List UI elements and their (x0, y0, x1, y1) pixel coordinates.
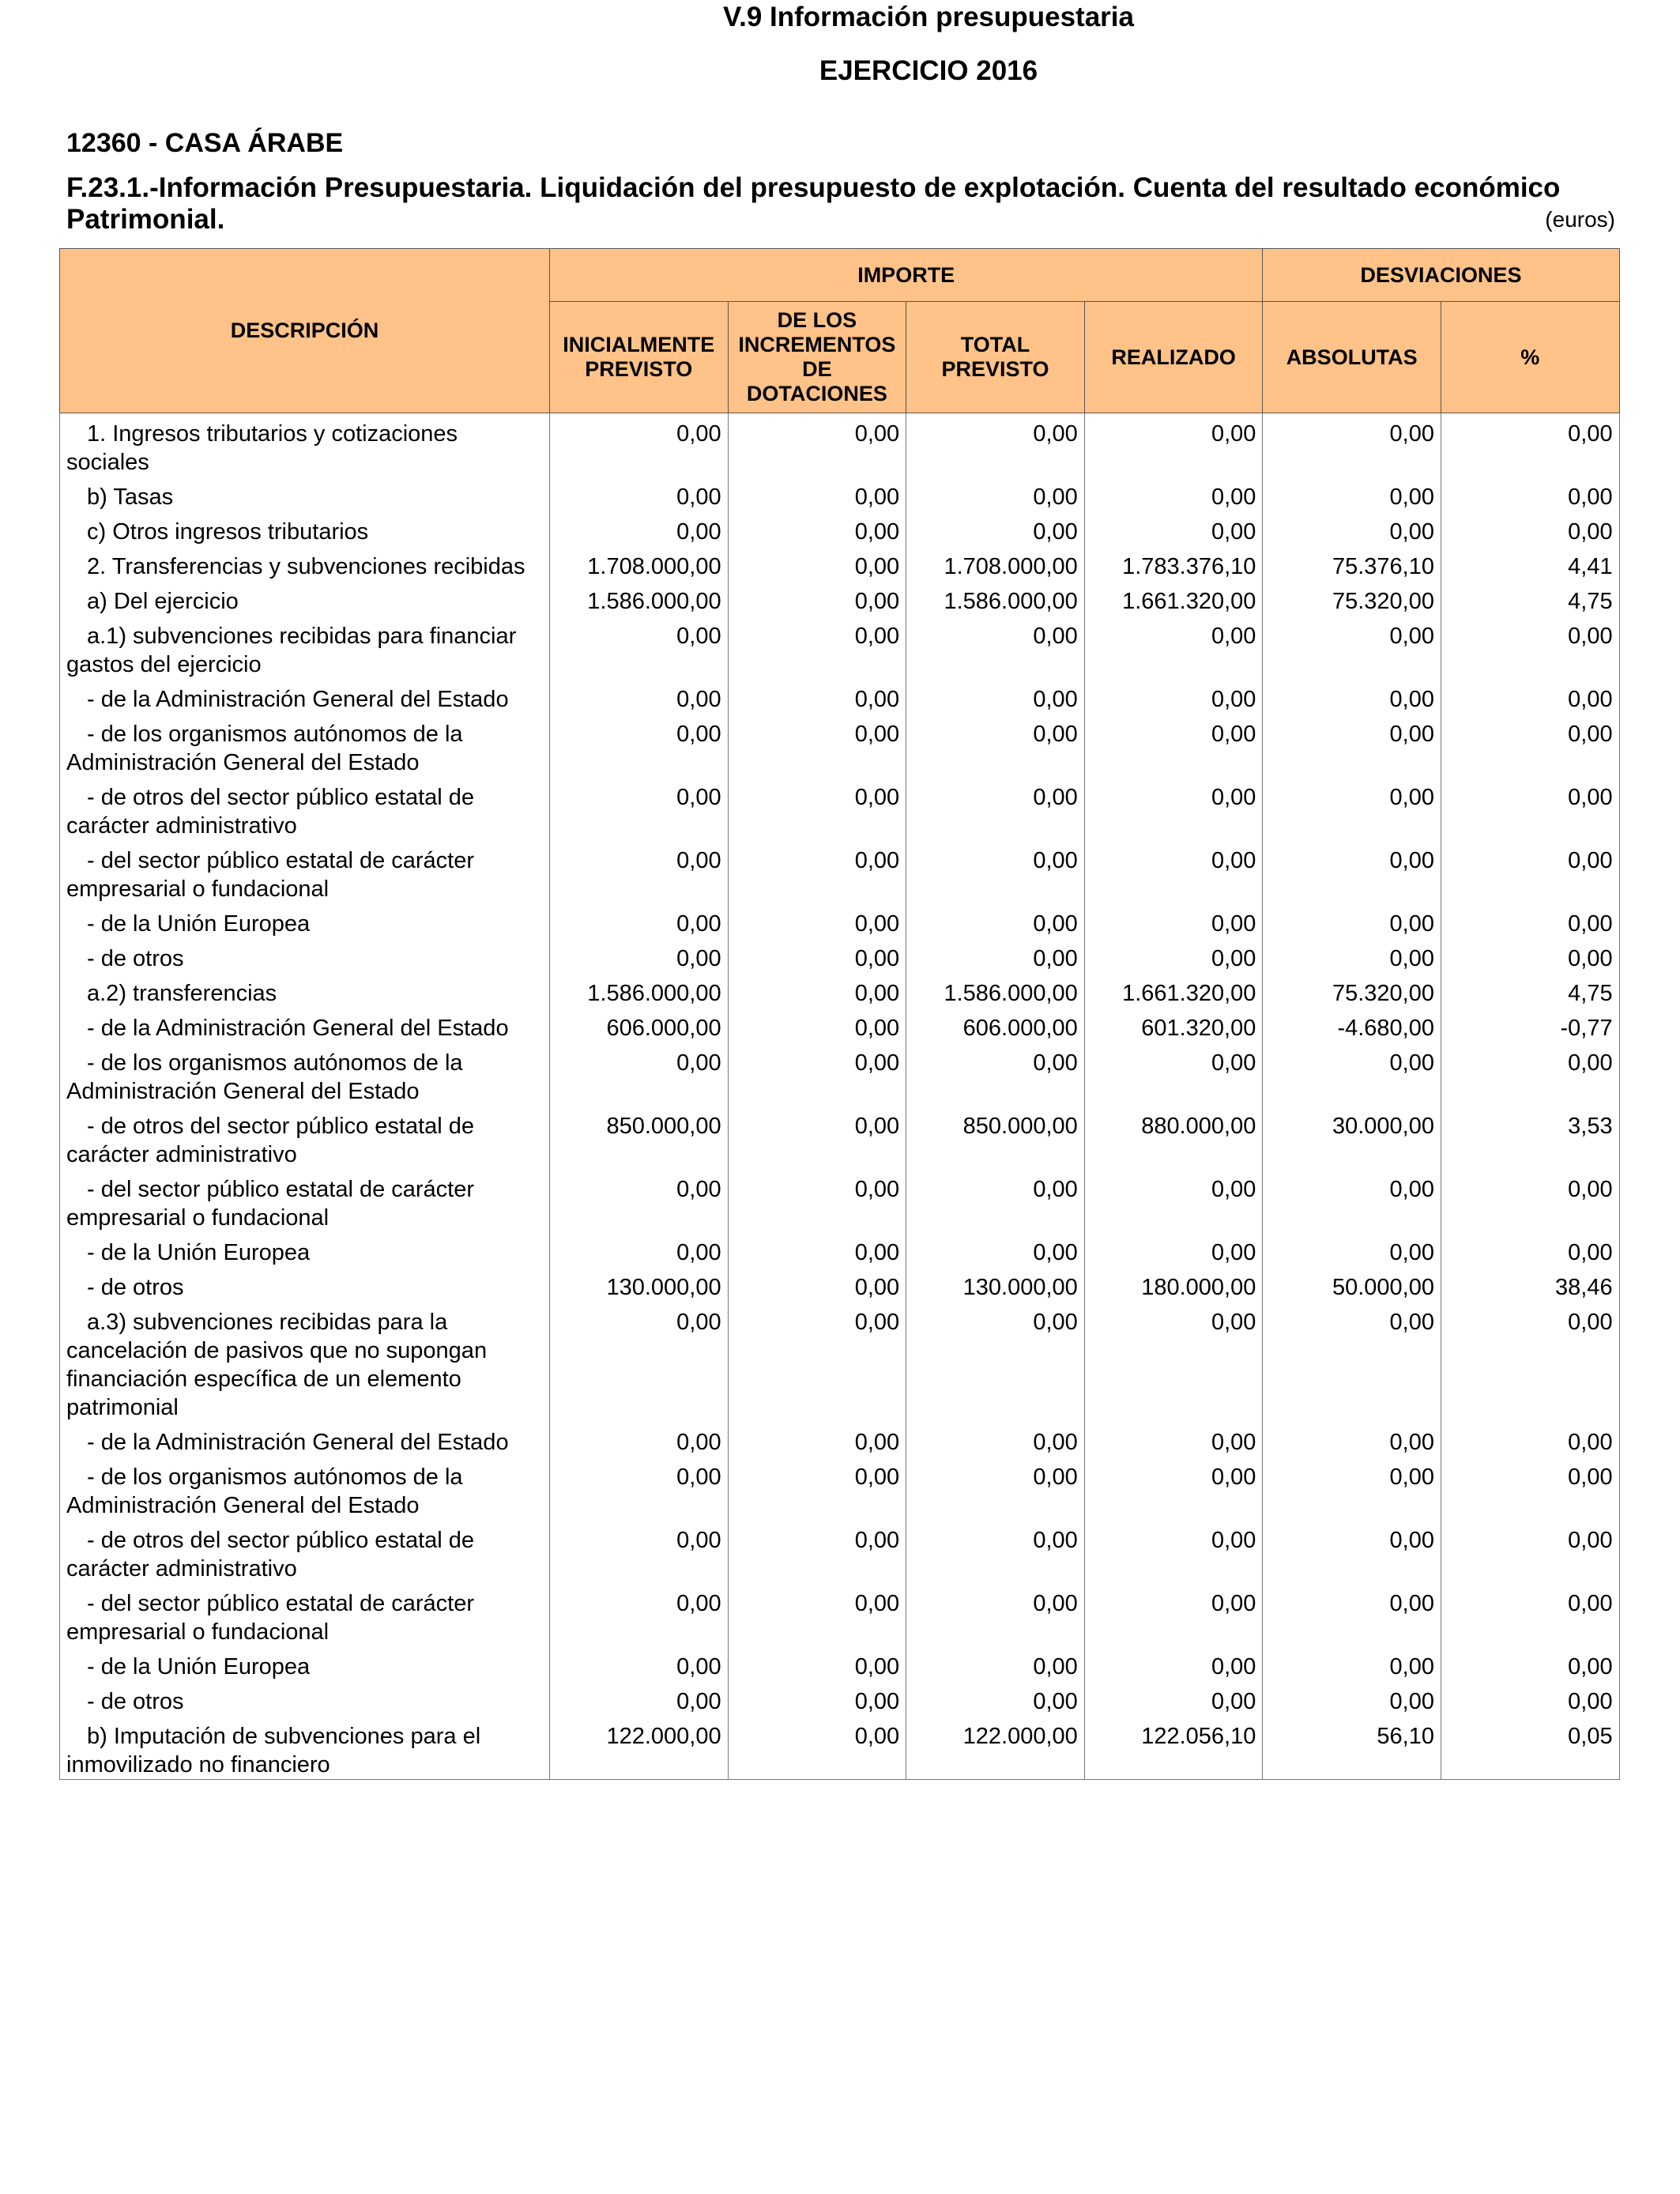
cell-inicialmente-previsto: 0,00 (550, 511, 729, 546)
cell-desviacion-pct: 0,00 (1441, 777, 1619, 840)
table-body (60, 413, 1620, 1780)
row-description: - de otros (60, 1267, 550, 1302)
cell-incrementos: 0,00 (728, 1106, 906, 1169)
cell-incrementos: 0,00 (728, 679, 906, 714)
cell-desviacion-absoluta: 0,00 (1263, 413, 1441, 477)
row-description: - de otros (60, 938, 550, 973)
row-description: - de la Administración General del Estado (60, 1008, 550, 1042)
col-header-absolutas: ABSOLUTAS (1263, 302, 1441, 413)
group-header-importe: IMPORTE (550, 249, 1263, 302)
entity-name: 12360 - CASA ÁRABE (66, 128, 344, 158)
cell-desviacion-pct: 0,00 (1441, 1042, 1619, 1106)
cell-incrementos: 0,00 (728, 616, 906, 679)
cell-desviacion-absoluta: 0,00 (1263, 1520, 1441, 1583)
cell-total-previsto: 0,00 (906, 938, 1085, 973)
col-header-descripcion: DESCRIPCIÓN (60, 249, 550, 413)
table-row (60, 1457, 1620, 1520)
cell-realizado: 1.661.320,00 (1084, 581, 1263, 616)
cell-total-previsto: 0,00 (906, 1520, 1085, 1583)
cell-desviacion-pct: 0,00 (1441, 1169, 1619, 1232)
budget-table (59, 248, 1620, 1780)
cell-incrementos: 0,00 (728, 973, 906, 1008)
cell-desviacion-absoluta: 0,00 (1263, 1042, 1441, 1106)
cell-desviacion-pct: 0,00 (1441, 1232, 1619, 1267)
cell-inicialmente-previsto: 850.000,00 (550, 1106, 729, 1169)
cell-realizado: 0,00 (1084, 1646, 1263, 1681)
cell-inicialmente-previsto: 0,00 (550, 1457, 729, 1520)
table-row (60, 581, 1620, 616)
document-title: V.9 Información presupuestaria (723, 2, 1134, 32)
cell-desviacion-pct: 0,00 (1441, 840, 1619, 903)
cell-inicialmente-previsto: 0,00 (550, 679, 729, 714)
cell-inicialmente-previsto: 0,00 (550, 840, 729, 903)
cell-incrementos: 0,00 (728, 546, 906, 581)
cell-incrementos: 0,00 (728, 1457, 906, 1520)
cell-incrementos: 0,00 (728, 1267, 906, 1302)
row-description: a.1) subvenciones recibidas para financiar gastos del ejercicio (60, 616, 550, 679)
cell-inicialmente-previsto: 0,00 (550, 1520, 729, 1583)
cell-incrementos: 0,00 (728, 1681, 906, 1716)
table-row (60, 1583, 1620, 1646)
col-header-line: PREVISTO (585, 357, 693, 381)
cell-realizado: 1.783.376,10 (1084, 546, 1263, 581)
currency-units: (euros) (1545, 207, 1615, 232)
cell-desviacion-pct: 0,05 (1441, 1716, 1619, 1780)
cell-desviacion-pct: 0,00 (1441, 1457, 1619, 1520)
cell-desviacion-absoluta: 0,00 (1263, 840, 1441, 903)
row-description: - de la Unión Europea (60, 1232, 550, 1267)
table-row (60, 1169, 1620, 1232)
table-row (60, 1008, 1620, 1042)
cell-inicialmente-previsto: 606.000,00 (550, 1008, 729, 1042)
cell-total-previsto: 0,00 (906, 1457, 1085, 1520)
cell-total-previsto: 0,00 (906, 616, 1085, 679)
cell-desviacion-absoluta: 0,00 (1263, 777, 1441, 840)
cell-realizado: 1.661.320,00 (1084, 973, 1263, 1008)
cell-total-previsto: 850.000,00 (906, 1106, 1085, 1169)
cell-desviacion-pct: 0,00 (1441, 413, 1619, 477)
cell-total-previsto: 0,00 (906, 1042, 1085, 1106)
cell-total-previsto: 0,00 (906, 477, 1085, 511)
cell-realizado: 601.320,00 (1084, 1008, 1263, 1042)
cell-total-previsto: 0,00 (906, 511, 1085, 546)
table-row (60, 777, 1620, 840)
cell-realizado: 0,00 (1084, 1457, 1263, 1520)
cell-realizado: 180.000,00 (1084, 1267, 1263, 1302)
cell-desviacion-absoluta: 0,00 (1263, 1302, 1441, 1422)
cell-desviacion-absoluta: 0,00 (1263, 1457, 1441, 1520)
row-description: - de la Administración General del Estado (60, 1422, 550, 1457)
table-row (60, 1302, 1620, 1422)
cell-inicialmente-previsto: 0,00 (550, 1302, 729, 1422)
table-row (60, 1646, 1620, 1681)
cell-desviacion-pct: 0,00 (1441, 616, 1619, 679)
cell-desviacion-absoluta: 0,00 (1263, 511, 1441, 546)
cell-realizado: 0,00 (1084, 477, 1263, 511)
cell-desviacion-pct: 0,00 (1441, 477, 1619, 511)
cell-inicialmente-previsto: 0,00 (550, 477, 729, 511)
col-header-line: INCREMENTOS (738, 333, 896, 356)
cell-desviacion-absoluta: 0,00 (1263, 1583, 1441, 1646)
cell-desviacion-absoluta: 0,00 (1263, 679, 1441, 714)
cell-realizado: 880.000,00 (1084, 1106, 1263, 1169)
cell-desviacion-absoluta: 75.376,10 (1263, 546, 1441, 581)
row-description: - de la Unión Europea (60, 1646, 550, 1681)
cell-inicialmente-previsto: 0,00 (550, 777, 729, 840)
cell-incrementos: 0,00 (728, 1302, 906, 1422)
row-description: a.3) subvenciones recibidas para la cancelación de pasivos que no supongan financiación específica de un elemento patrimonial (60, 1302, 550, 1422)
cell-incrementos: 0,00 (728, 714, 906, 777)
cell-realizado: 0,00 (1084, 679, 1263, 714)
cell-inicialmente-previsto: 130.000,00 (550, 1267, 729, 1302)
cell-inicialmente-previsto: 0,00 (550, 616, 729, 679)
cell-inicialmente-previsto: 122.000,00 (550, 1716, 729, 1780)
cell-desviacion-absoluta: 0,00 (1263, 1422, 1441, 1457)
table-header (60, 249, 1620, 413)
table-row (60, 973, 1620, 1008)
row-description: a) Del ejercicio (60, 581, 550, 616)
row-description: - de otros (60, 1681, 550, 1716)
cell-desviacion-pct: 4,75 (1441, 581, 1619, 616)
cell-inicialmente-previsto: 1.586.000,00 (550, 581, 729, 616)
cell-desviacion-pct: 0,00 (1441, 1302, 1619, 1422)
cell-realizado: 0,00 (1084, 938, 1263, 973)
cell-realizado: 0,00 (1084, 1232, 1263, 1267)
cell-realizado: 0,00 (1084, 714, 1263, 777)
cell-incrementos: 0,00 (728, 413, 906, 477)
cell-desviacion-absoluta: 0,00 (1263, 1232, 1441, 1267)
cell-desviacion-absoluta: 0,00 (1263, 938, 1441, 973)
cell-desviacion-pct: 0,00 (1441, 1583, 1619, 1646)
row-description: - de otros del sector público estatal de carácter administrativo (60, 1106, 550, 1169)
table-row (60, 511, 1620, 546)
cell-desviacion-pct: 0,00 (1441, 511, 1619, 546)
cell-total-previsto: 0,00 (906, 1232, 1085, 1267)
cell-desviacion-absoluta: 75.320,00 (1263, 973, 1441, 1008)
cell-total-previsto: 1.586.000,00 (906, 973, 1085, 1008)
cell-incrementos: 0,00 (728, 1232, 906, 1267)
cell-realizado: 0,00 (1084, 777, 1263, 840)
table-row (60, 1106, 1620, 1169)
cell-incrementos: 0,00 (728, 903, 906, 938)
row-description: - de otros del sector público estatal de carácter administrativo (60, 1520, 550, 1583)
col-header-line: INICIALMENTE (563, 333, 715, 356)
cell-incrementos: 0,00 (728, 1042, 906, 1106)
row-description: - de otros del sector público estatal de carácter administrativo (60, 777, 550, 840)
cell-inicialmente-previsto: 1.708.000,00 (550, 546, 729, 581)
cell-inicialmente-previsto: 0,00 (550, 1232, 729, 1267)
cell-total-previsto: 122.000,00 (906, 1716, 1085, 1780)
table-row (60, 1267, 1620, 1302)
cell-inicialmente-previsto: 0,00 (550, 938, 729, 973)
cell-inicialmente-previsto: 0,00 (550, 1042, 729, 1106)
cell-desviacion-pct: 0,00 (1441, 1681, 1619, 1716)
cell-desviacion-pct: 0,00 (1441, 938, 1619, 973)
cell-incrementos: 0,00 (728, 1646, 906, 1681)
cell-incrementos: 0,00 (728, 1169, 906, 1232)
table-row (60, 1042, 1620, 1106)
cell-desviacion-absoluta: 30.000,00 (1263, 1106, 1441, 1169)
table-row (60, 1520, 1620, 1583)
table-row (60, 1681, 1620, 1716)
cell-total-previsto: 0,00 (906, 1646, 1085, 1681)
cell-realizado: 0,00 (1084, 1583, 1263, 1646)
cell-incrementos: 0,00 (728, 581, 906, 616)
col-header-line: PREVISTO (941, 357, 1049, 381)
table-row (60, 1716, 1620, 1780)
cell-total-previsto: 130.000,00 (906, 1267, 1085, 1302)
cell-desviacion-pct: 0,00 (1441, 903, 1619, 938)
col-header-line: DE LOS (777, 308, 857, 332)
cell-total-previsto: 0,00 (906, 777, 1085, 840)
col-header-incrementos (728, 302, 906, 413)
cell-realizado: 0,00 (1084, 840, 1263, 903)
cell-desviacion-absoluta: 0,00 (1263, 714, 1441, 777)
row-description: - de la Administración General del Estado (60, 679, 550, 714)
cell-inicialmente-previsto: 0,00 (550, 1681, 729, 1716)
row-description: - del sector público estatal de carácter empresarial o fundacional (60, 840, 550, 903)
table-row (60, 546, 1620, 581)
cell-realizado: 0,00 (1084, 1302, 1263, 1422)
row-description: 2. Transferencias y subvenciones recibidas (60, 546, 550, 581)
cell-total-previsto: 0,00 (906, 1169, 1085, 1232)
table-row (60, 714, 1620, 777)
col-header-realizado: REALIZADO (1084, 302, 1263, 413)
cell-inicialmente-previsto: 1.586.000,00 (550, 973, 729, 1008)
table-row (60, 616, 1620, 679)
cell-incrementos: 0,00 (728, 777, 906, 840)
cell-realizado: 0,00 (1084, 1520, 1263, 1583)
cell-desviacion-absoluta: 0,00 (1263, 477, 1441, 511)
cell-incrementos: 0,00 (728, 840, 906, 903)
cell-desviacion-absoluta: 0,00 (1263, 1681, 1441, 1716)
col-header-total-previsto (906, 302, 1085, 413)
row-description: - de los organismos autónomos de la Administración General del Estado (60, 1457, 550, 1520)
cell-inicialmente-previsto: 0,00 (550, 1646, 729, 1681)
cell-desviacion-pct: 0,00 (1441, 1520, 1619, 1583)
fiscal-year: EJERCICIO 2016 (819, 55, 1038, 86)
cell-total-previsto: 0,00 (906, 1302, 1085, 1422)
cell-desviacion-pct: 0,00 (1441, 679, 1619, 714)
cell-total-previsto: 0,00 (906, 1583, 1085, 1646)
cell-incrementos: 0,00 (728, 1422, 906, 1457)
cell-realizado: 0,00 (1084, 1681, 1263, 1716)
cell-desviacion-absoluta: 0,00 (1263, 1646, 1441, 1681)
cell-total-previsto: 1.708.000,00 (906, 546, 1085, 581)
cell-total-previsto: 0,00 (906, 679, 1085, 714)
table-row (60, 1232, 1620, 1267)
cell-total-previsto: 0,00 (906, 413, 1085, 477)
cell-desviacion-pct: 4,75 (1441, 973, 1619, 1008)
cell-desviacion-pct: 4,41 (1441, 546, 1619, 581)
table-row (60, 903, 1620, 938)
cell-desviacion-absoluta: -4.680,00 (1263, 1008, 1441, 1042)
cell-desviacion-pct: -0,77 (1441, 1008, 1619, 1042)
cell-desviacion-pct: 3,53 (1441, 1106, 1619, 1169)
cell-desviacion-absoluta: 0,00 (1263, 616, 1441, 679)
report-subtitle: F.23.1.-Información Presupuestaria. Liquidación del presupuesto de explotación. Cuenta del resultado económico Patrimonial. (66, 172, 1561, 235)
cell-total-previsto: 0,00 (906, 1422, 1085, 1457)
cell-total-previsto: 0,00 (906, 1681, 1085, 1716)
cell-total-previsto: 0,00 (906, 840, 1085, 903)
row-description: 1. Ingresos tributarios y cotizaciones sociales (60, 413, 550, 477)
table-row (60, 679, 1620, 714)
cell-incrementos: 0,00 (728, 938, 906, 973)
group-header-desviaciones: DESVIACIONES (1263, 249, 1619, 302)
cell-inicialmente-previsto: 0,00 (550, 1422, 729, 1457)
cell-total-previsto: 0,00 (906, 714, 1085, 777)
row-description: a.2) transferencias (60, 973, 550, 1008)
cell-inicialmente-previsto: 0,00 (550, 1169, 729, 1232)
cell-incrementos: 0,00 (728, 511, 906, 546)
cell-total-previsto: 1.586.000,00 (906, 581, 1085, 616)
table-row (60, 477, 1620, 511)
cell-total-previsto: 0,00 (906, 903, 1085, 938)
row-description: - de la Unión Europea (60, 903, 550, 938)
col-header-line: DOTACIONES (746, 382, 887, 405)
row-description: - de los organismos autónomos de la Administración General del Estado (60, 1042, 550, 1106)
row-description: c) Otros ingresos tributarios (60, 511, 550, 546)
cell-incrementos: 0,00 (728, 477, 906, 511)
cell-incrementos: 0,00 (728, 1008, 906, 1042)
cell-realizado: 0,00 (1084, 413, 1263, 477)
cell-desviacion-absoluta: 50.000,00 (1263, 1267, 1441, 1302)
cell-realizado: 0,00 (1084, 1042, 1263, 1106)
cell-inicialmente-previsto: 0,00 (550, 714, 729, 777)
row-description: - del sector público estatal de carácter empresarial o fundacional (60, 1169, 550, 1232)
row-description: - del sector público estatal de carácter empresarial o fundacional (60, 1583, 550, 1646)
cell-realizado: 0,00 (1084, 511, 1263, 546)
cell-total-previsto: 606.000,00 (906, 1008, 1085, 1042)
cell-desviacion-pct: 0,00 (1441, 1646, 1619, 1681)
col-header-pct: % (1441, 302, 1619, 413)
col-header-line: DE (802, 357, 832, 381)
cell-desviacion-pct: 38,46 (1441, 1267, 1619, 1302)
table-row (60, 1422, 1620, 1457)
cell-realizado: 0,00 (1084, 616, 1263, 679)
cell-inicialmente-previsto: 0,00 (550, 413, 729, 477)
cell-desviacion-pct: 0,00 (1441, 714, 1619, 777)
cell-realizado: 0,00 (1084, 1422, 1263, 1457)
cell-incrementos: 0,00 (728, 1520, 906, 1583)
row-description: b) Imputación de subvenciones para el inmovilizado no financiero (60, 1716, 550, 1780)
table-row (60, 413, 1620, 477)
cell-inicialmente-previsto: 0,00 (550, 1583, 729, 1646)
cell-realizado: 0,00 (1084, 1169, 1263, 1232)
cell-desviacion-absoluta: 0,00 (1263, 1169, 1441, 1232)
cell-incrementos: 0,00 (728, 1716, 906, 1780)
cell-desviacion-absoluta: 75.320,00 (1263, 581, 1441, 616)
cell-desviacion-absoluta: 0,00 (1263, 903, 1441, 938)
row-description: - de los organismos autónomos de la Administración General del Estado (60, 714, 550, 777)
col-header-line: TOTAL (960, 333, 1030, 356)
cell-realizado: 122.056,10 (1084, 1716, 1263, 1780)
cell-inicialmente-previsto: 0,00 (550, 903, 729, 938)
cell-desviacion-absoluta: 56,10 (1263, 1716, 1441, 1780)
row-description: b) Tasas (60, 477, 550, 511)
cell-realizado: 0,00 (1084, 903, 1263, 938)
table-row (60, 938, 1620, 973)
cell-desviacion-pct: 0,00 (1441, 1422, 1619, 1457)
table-row (60, 840, 1620, 903)
cell-incrementos: 0,00 (728, 1583, 906, 1646)
col-header-inicialmente-previsto (550, 302, 729, 413)
